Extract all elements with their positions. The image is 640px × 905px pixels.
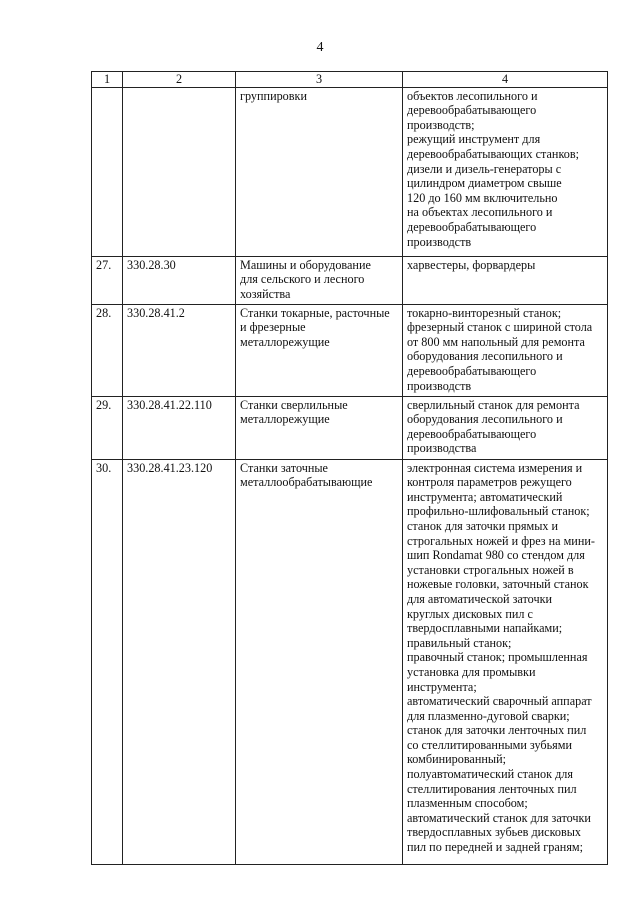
row-number <box>92 87 123 256</box>
header-col-1: 1 <box>92 72 123 88</box>
row-name: Машины и оборудование для сельского и лесного хозяйства <box>236 256 403 304</box>
row-code: 330.28.41.2 <box>123 304 236 396</box>
equipment-table <box>91 71 608 865</box>
table-row <box>92 459 608 864</box>
row-code: 330.28.30 <box>123 256 236 304</box>
row-name: Станки заточные металлообрабатывающие <box>236 459 403 864</box>
row-items: электронная система измерения и контроля параметров режущего инструмента; автоматический профильно-шлифовальный станок; станок для заточки прямых и строгальных ножей и фрез на мини- шип Rondamat 980 со стендом для установки строгальных ножей в ножевые головки, заточный станок для автоматической заточки круглых дисковых пил с твердосплавными напайками; правильный станок; правочный станок; промышленная установка для промывки инструмента; автоматический сварочный аппарат для плазменно-дуговой сварки; станок для заточки ленточных пил со стеллитированными зубьями комбинированный; полуавтоматический станок для стеллитирования ленточных пил плазменным способом; автоматический станок для заточки твердосплавных зубьев дисковых пил по передней и задней граням; <box>403 459 608 864</box>
row-items: харвестеры, форвардеры <box>403 256 608 304</box>
row-number: 30. <box>92 459 123 864</box>
page-number: 4 <box>316 40 324 55</box>
row-name: Станки токарные, расточные и фрезерные металлорежущие <box>236 304 403 396</box>
row-items: токарно-винторезный станок; фрезерный станок с шириной стола от 800 мм напольный для ремонта оборудования лесопильного и деревообрабатывающего производств <box>403 304 608 396</box>
table-row <box>92 256 608 304</box>
row-number: 28. <box>92 304 123 396</box>
table-row <box>92 396 608 459</box>
row-name: группировки <box>236 87 403 256</box>
table-row <box>92 304 608 396</box>
row-number: 29. <box>92 396 123 459</box>
header-col-4: 4 <box>403 72 608 88</box>
row-code <box>123 87 236 256</box>
row-name: Станки сверлильные металлорежущие <box>236 396 403 459</box>
row-items: сверлильный станок для ремонта оборудования лесопильного и деревообрабатывающего производства <box>403 396 608 459</box>
row-number: 27. <box>92 256 123 304</box>
row-code: 330.28.41.23.120 <box>123 459 236 864</box>
row-items: объектов лесопильного и деревообрабатывающего производств; режущий инструмент для деревообрабатывающих станков; дизели и дизель-генераторы с цилиндром диаметром свыше 120 до 160 мм включительно на объектах лесопильного и деревообрабатывающего производств <box>403 87 608 256</box>
header-col-2: 2 <box>123 72 236 88</box>
row-code: 330.28.41.22.110 <box>123 396 236 459</box>
table-header-row <box>92 72 608 88</box>
table-row <box>92 87 608 256</box>
header-col-3: 3 <box>236 72 403 88</box>
